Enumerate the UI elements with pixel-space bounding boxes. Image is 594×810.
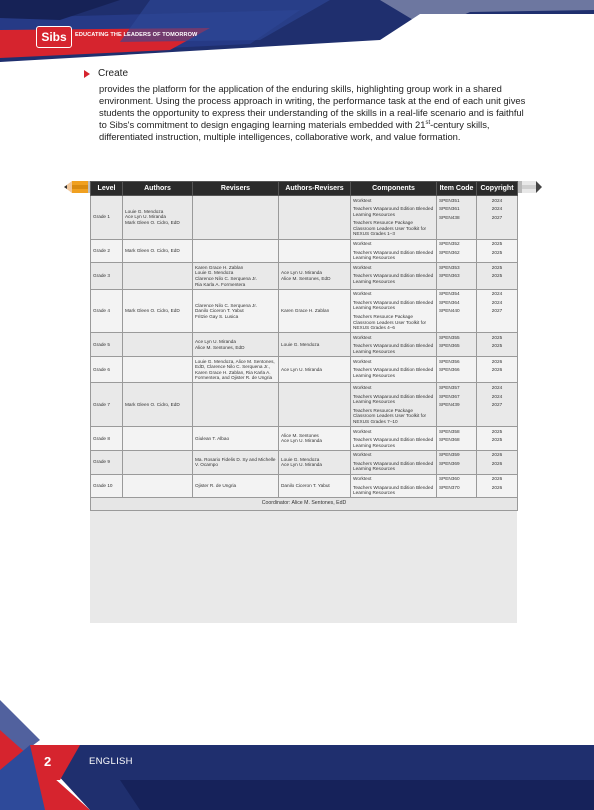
item-code-cell-entry: SPEN358 xyxy=(439,428,460,434)
authors-revisers-cell-line: Alice M. Sentones xyxy=(281,432,319,438)
authors-cell xyxy=(123,289,193,333)
components-cell xyxy=(351,427,437,451)
table-row xyxy=(91,427,518,451)
revisers-cell-line: Louie G. Mendoza xyxy=(195,270,234,276)
item-code-cell-entry: SPEN361 xyxy=(439,206,460,212)
components-cell-entry: Worktext xyxy=(353,197,372,203)
item-code-cell-entry: SPEN367 xyxy=(439,393,460,399)
copyright-cell-entry: 2025 xyxy=(491,334,503,340)
table-row xyxy=(91,263,518,289)
sibs-logo: Sibs xyxy=(36,26,72,48)
copyright-cell xyxy=(477,357,518,383)
revisers-cell-line: Louie G. Mendoza, Alice M. Sentones, EdD, Clarence Nilo C. Serquena Jr., Karen Grace H. Zablan, Ria Karla A. Formentera, and Ojister R. de Ungria xyxy=(195,358,275,381)
authors-revisers-cell xyxy=(279,427,351,451)
paragraph-text-2: -century skills, differentiated instruction, multiple intelligences, collaborative work, and value formation. xyxy=(99,119,490,143)
copyright-cell-entry: 2026 xyxy=(491,358,503,364)
subject-label: ENGLISH xyxy=(89,756,133,767)
copyright-cell-entry: 2026 xyxy=(491,452,503,458)
components-cell-entry: Teachers Wraparound Edition Blended Learning Resources xyxy=(353,249,434,261)
authors-revisers-cell xyxy=(279,196,351,240)
authors-cell-line: Louie G. Mendoza xyxy=(125,208,164,214)
revisers-cell-line: Fritzie Gay S. Lusica xyxy=(195,313,239,319)
components-cell-entry: Worktext xyxy=(353,476,372,482)
copyright-cell-entry: 2024 xyxy=(491,299,503,305)
components-cell xyxy=(351,239,437,263)
item-code-cell-entry: SPEN353 xyxy=(439,264,460,270)
level-cell: Grade 8 xyxy=(91,427,123,451)
table-row xyxy=(91,196,518,240)
authors-cell-line: Mark Gleen O. Cidro, EdD xyxy=(125,401,180,407)
item-code-cell-entry: SPEN356 xyxy=(439,358,460,364)
item-code-cell xyxy=(437,289,477,333)
copyright-cell-entry: 2027 xyxy=(491,308,503,314)
copyright-cell-entry: 2027 xyxy=(491,402,503,408)
revisers-cell xyxy=(193,474,279,498)
item-code-cell-entry: SPEN370 xyxy=(439,484,460,490)
copyright-cell-entry: 2024 xyxy=(491,197,503,203)
copyright-cell-entry: 2026 xyxy=(491,367,503,373)
item-code-cell-entry: SPEN438 xyxy=(439,214,460,220)
revisers-cell xyxy=(193,239,279,263)
coordinator-cell: Coordinator: Alice M. Sentones, EdD xyxy=(91,498,518,511)
level-cell: Grade 4 xyxy=(91,289,123,333)
table-row xyxy=(91,333,518,357)
item-code-cell-entry: SPEN366 xyxy=(439,367,460,373)
item-code-cell-entry: SPEN440 xyxy=(439,308,460,314)
revisers-cell xyxy=(193,333,279,357)
components-cell-entry: Teachers Wraparound Edition Blended Learning Resources xyxy=(353,393,434,405)
item-code-cell xyxy=(437,357,477,383)
revisers-cell xyxy=(193,263,279,289)
bullet-label: Create xyxy=(98,68,129,79)
item-code-cell-entry: SPEN363 xyxy=(439,273,460,279)
create-bullet xyxy=(84,68,128,79)
authors-revisers-cell-line: Louie G. Mendoza xyxy=(281,341,320,347)
item-code-cell-entry: SPEN364 xyxy=(439,299,460,305)
authors-revisers-cell xyxy=(279,289,351,333)
revisers-cell-line: Clarence Nilo C. Serquena Jr. xyxy=(195,276,258,282)
credits-table-wrapper xyxy=(90,181,517,511)
components-cell xyxy=(351,474,437,498)
components-cell-entry: Worktext xyxy=(353,452,372,458)
components-cell-entry: Worktext xyxy=(353,264,372,270)
copyright-cell-entry: 2025 xyxy=(491,249,503,255)
copyright-cell xyxy=(477,383,518,427)
revisers-cell xyxy=(193,357,279,383)
authors-revisers-cell-line: Danilo Ciceron T. Yabut xyxy=(281,483,330,489)
authors-cell xyxy=(123,450,193,474)
level-cell: Grade 7 xyxy=(91,383,123,427)
col-header-level: Level xyxy=(91,182,123,196)
revisers-cell-line: Ria Karla A. Formentera xyxy=(195,281,246,287)
copyright-cell-entry: 2025 xyxy=(491,264,503,270)
authors-revisers-cell-line: Ace Lyn U. Miranda xyxy=(281,270,322,276)
item-code-cell xyxy=(437,196,477,240)
copyright-cell-entry: 2025 xyxy=(491,437,503,443)
authors-revisers-cell-line: Ace Lyn U. Miranda xyxy=(281,366,322,372)
components-cell-entry: Teachers Wraparound Edition Blended Learning Resources xyxy=(353,343,434,354)
authors-cell xyxy=(123,357,193,383)
authors-revisers-cell xyxy=(279,450,351,474)
authors-revisers-cell xyxy=(279,474,351,498)
revisers-cell xyxy=(193,450,279,474)
item-code-cell xyxy=(437,383,477,427)
components-cell-entry: Teachers Wraparound Edition Blended Learning Resources xyxy=(353,273,434,285)
table-row xyxy=(91,450,518,474)
item-code-cell xyxy=(437,333,477,357)
components-cell xyxy=(351,263,437,289)
components-cell xyxy=(351,450,437,474)
revisers-cell-line: Ma. Rosario Fidelis D. Sy and Michelle V. Ocampo xyxy=(195,456,276,468)
table-row xyxy=(91,383,518,427)
item-code-cell-entry: SPEN351 xyxy=(439,197,460,203)
item-code-cell xyxy=(437,263,477,289)
authors-cell-line: Ace Lyn U. Miranda xyxy=(125,214,166,220)
authors-revisers-cell-line: Louie G. Mendoza xyxy=(281,456,320,462)
copyright-cell-entry: 2024 xyxy=(491,384,503,390)
copyright-cell xyxy=(477,333,518,357)
components-cell xyxy=(351,196,437,240)
revisers-cell-line: Alice M. Sentones, EdD xyxy=(195,344,245,350)
col-header-copyright: Copyright xyxy=(477,182,518,196)
revisers-cell-line: Giulean T. Albao xyxy=(195,435,230,441)
components-cell-entry: Teachers Resource Package Classroom Leaders User Toolkit for NEXUS Grades 4–6 xyxy=(353,314,427,331)
copyright-cell xyxy=(477,263,518,289)
logo-tagline: EDUCATING THE LEADERS OF TOMORROW xyxy=(75,32,198,38)
red-triangle-bullet-icon xyxy=(84,70,90,78)
components-cell-entry: Worktext xyxy=(353,384,372,390)
copyright-cell xyxy=(477,196,518,240)
copyright-cell-entry: 2026 xyxy=(491,476,503,482)
copyright-cell-entry: 2025 xyxy=(491,273,503,279)
copyright-cell-entry: 2024 xyxy=(491,291,503,297)
col-header-item-code: Item Code xyxy=(437,182,477,196)
authors-cell-line: Mark Gleen O. Cidro, EdD xyxy=(125,308,180,314)
intro-paragraph xyxy=(99,83,531,143)
footer-banner xyxy=(0,700,594,810)
components-cell xyxy=(351,357,437,383)
item-code-cell-entry: SPEN368 xyxy=(439,437,460,443)
components-cell-entry: Worktext xyxy=(353,358,372,364)
revisers-cell xyxy=(193,383,279,427)
revisers-cell-line: Karen Grace H. Zablan xyxy=(195,264,244,270)
item-code-cell-entry: SPEN357 xyxy=(439,384,460,390)
copyright-cell xyxy=(477,427,518,451)
item-code-cell-entry: SPEN354 xyxy=(439,291,460,297)
copyright-cell-entry: 2025 xyxy=(491,241,503,247)
components-cell-entry: Teachers Wraparound Edition Blended Learning Resources xyxy=(353,484,434,496)
revisers-cell-line: Danilo Ciceron T. Yabut xyxy=(195,308,244,314)
authors-revisers-cell-line: Ace Lyn U. Miranda xyxy=(281,462,322,468)
item-code-cell-entry: SPEN355 xyxy=(439,334,460,340)
authors-cell-line: Mark Gleen O. Cidro, EdD xyxy=(125,220,180,226)
item-code-cell-entry: SPEN360 xyxy=(439,476,460,482)
item-code-cell-entry: SPEN362 xyxy=(439,249,460,255)
copyright-cell-entry: 2027 xyxy=(491,214,503,220)
authors-cell xyxy=(123,383,193,427)
authors-revisers-cell xyxy=(279,357,351,383)
authors-revisers-cell-line: Ace Lyn U. Miranda xyxy=(281,438,322,444)
authors-cell xyxy=(123,333,193,357)
components-cell-entry: Worktext xyxy=(353,291,372,297)
level-cell: Grade 10 xyxy=(91,474,123,498)
credits-table xyxy=(90,181,518,511)
copyright-cell-entry: 2025 xyxy=(491,428,503,434)
col-header-authors: Authors xyxy=(123,182,193,196)
copyright-cell-entry: 2024 xyxy=(491,393,503,399)
components-cell-entry: Worktext xyxy=(353,428,372,434)
revisers-cell xyxy=(193,427,279,451)
item-code-cell-entry: SPEN352 xyxy=(439,241,460,247)
components-cell-entry: Teachers Wraparound Edition Blended Learning Resources xyxy=(353,460,434,472)
authors-revisers-cell xyxy=(279,263,351,289)
item-code-cell xyxy=(437,450,477,474)
revisers-cell-line: Ojister R. de Ungria xyxy=(195,483,237,489)
components-cell-entry: Worktext xyxy=(353,334,372,340)
paragraph-text-1: provides the platform for the application of the enduring skills, highlighting group work in a shared environment. Using the process approach in writing, the performance task at the end of each unit gives students the opportunity to express their understanding of the skills in a real-life scenario and is faithful to Sibs's commitment to design engaging learning materials embedded with 21 xyxy=(99,83,526,131)
copyright-cell xyxy=(477,450,518,474)
item-code-cell xyxy=(437,427,477,451)
copyright-cell xyxy=(477,474,518,498)
authors-revisers-cell xyxy=(279,333,351,357)
coordinator-row xyxy=(91,498,518,511)
revisers-cell xyxy=(193,289,279,333)
item-code-cell-entry: SPEN369 xyxy=(439,460,460,466)
components-cell-entry: Worktext xyxy=(353,241,372,247)
table-row xyxy=(91,289,518,333)
copyright-cell xyxy=(477,239,518,263)
revisers-cell-line: Ace Lyn U. Miranda xyxy=(195,339,236,345)
components-cell-entry: Teachers Wraparound Edition Blended Learning Resources xyxy=(353,437,434,448)
revisers-cell xyxy=(193,196,279,240)
item-code-cell-entry: SPEN365 xyxy=(439,343,460,349)
level-cell: Grade 5 xyxy=(91,333,123,357)
level-cell: Grade 2 xyxy=(91,239,123,263)
components-cell-entry: Teachers Resource Package Classroom Leaders User Toolkit for NEXUS Grades 7–10 xyxy=(353,407,427,424)
item-code-cell-entry: SPEN439 xyxy=(439,402,460,408)
authors-cell xyxy=(123,263,193,289)
col-header-authors-revisers: Authors-Revisers xyxy=(279,182,351,196)
authors-revisers-cell-line: Alice M. Sentones, EdD xyxy=(281,276,331,282)
authors-cell xyxy=(123,474,193,498)
item-code-cell xyxy=(437,239,477,263)
table-row xyxy=(91,239,518,263)
table-header-row xyxy=(91,182,518,196)
components-cell-entry: Teachers Resource Package Classroom Leaders User Toolkit for NEXUS Grades 1–3 xyxy=(353,220,427,237)
table-row xyxy=(91,357,518,383)
authors-cell-line: Mark Gleen O. Cidro, EdD xyxy=(125,248,180,254)
components-cell-entry: Teachers Wraparound Edition Blended Learning Resources xyxy=(353,299,434,311)
col-header-components: Components xyxy=(351,182,437,196)
components-cell-entry: Teachers Wraparound Edition Blended Learning Resources xyxy=(353,367,434,378)
components-cell-entry: Teachers Wraparound Edition Blended Learning Resources xyxy=(353,206,434,217)
table-row xyxy=(91,474,518,498)
components-cell xyxy=(351,333,437,357)
item-code-cell-entry: SPEN359 xyxy=(439,452,460,458)
page-number: 2 xyxy=(44,754,52,769)
authors-cell xyxy=(123,427,193,451)
copyright-cell-entry: 2025 xyxy=(491,343,503,349)
copyright-cell xyxy=(477,289,518,333)
level-cell: Grade 1 xyxy=(91,196,123,240)
col-header-revisers: Revisers xyxy=(193,182,279,196)
copyright-cell-entry: 2026 xyxy=(491,460,503,466)
copyright-cell-entry: 2026 xyxy=(491,484,503,490)
components-cell xyxy=(351,383,437,427)
level-cell: Grade 9 xyxy=(91,450,123,474)
copyright-cell-entry: 2024 xyxy=(491,206,503,212)
paragraph-superscript: st xyxy=(425,120,431,127)
authors-cell xyxy=(123,196,193,240)
header-banner xyxy=(0,0,594,62)
authors-cell xyxy=(123,239,193,263)
item-code-cell xyxy=(437,474,477,498)
authors-revisers-cell xyxy=(279,383,351,427)
revisers-cell-line: Clarence Nilo C. Serquena Jr. xyxy=(195,302,258,308)
components-cell xyxy=(351,289,437,333)
level-cell: Grade 6 xyxy=(91,357,123,383)
level-cell: Grade 3 xyxy=(91,263,123,289)
authors-revisers-cell-line: Karen Grace H. Zablan xyxy=(281,308,330,314)
authors-revisers-cell xyxy=(279,239,351,263)
